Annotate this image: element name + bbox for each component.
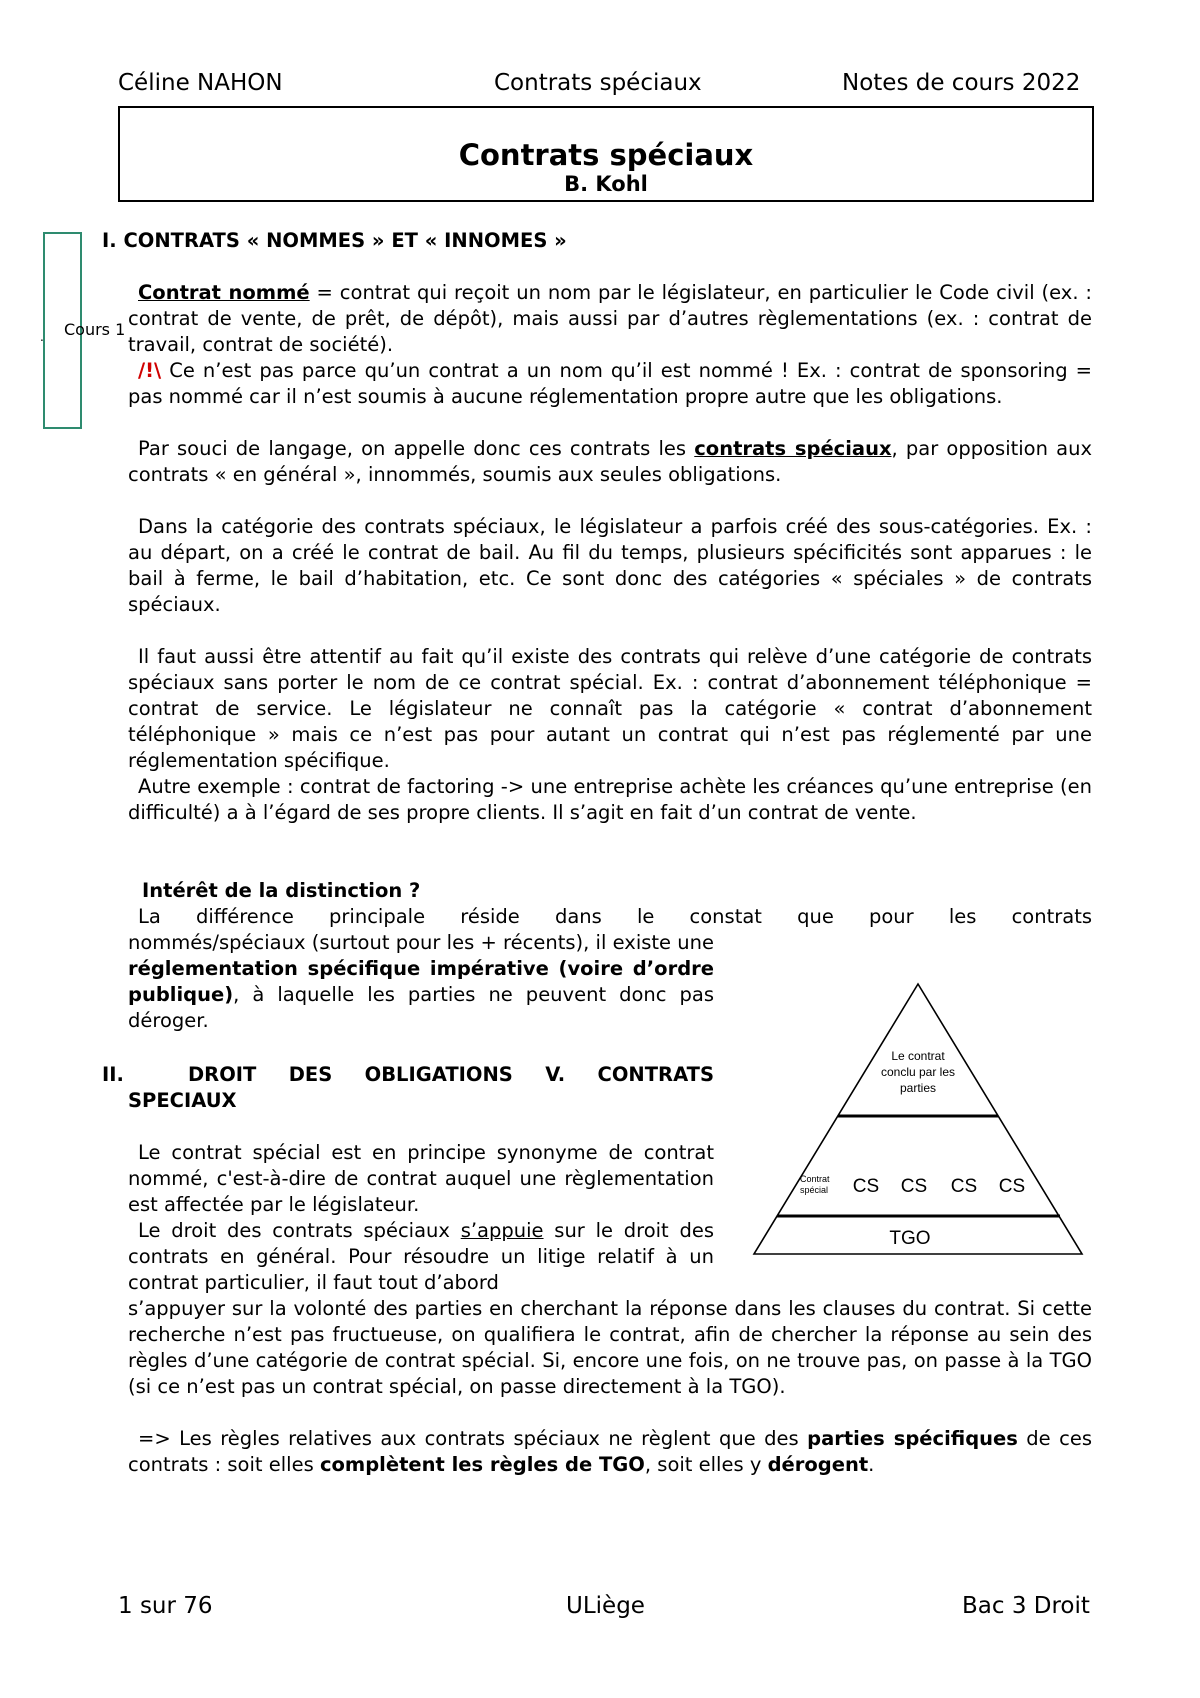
term-contrats-speciaux: contrats spéciaux (694, 437, 892, 460)
footer-university: ULiège (566, 1593, 645, 1619)
paragraph-warning (128, 358, 1092, 410)
paragraph-text: Dans la catégorie des contrats spéciaux, le législateur a parfois créé des sous-catégories. Ex. : au départ, on a créé le contrat de bail. Au fil du temps, plusieurs spécificités sont apparues : le bail à ferme, le bail d’habitation, etc. Ce sont donc des catégories « spéciales » de contrats spéciaux. (128, 515, 1092, 616)
section-2-number: II. (102, 1063, 124, 1086)
paragraph-contrat-nomme (128, 280, 1092, 358)
paragraph-text: Il faut aussi être attentif au fait qu’il existe des contrats qui relève d’une catégorie de contrats spéciaux sans porter le nom de ce contrat spécial. Ex. : contrat d’abonnement téléphonique = contrat de service. Le législateur ne connaît pas la catégorie « contrat d’abonnement téléphonique » mais ce n’est pas pour autant un contrat qui n’est pas réglementé par une réglementation spécifique. (128, 645, 1092, 772)
paragraph-text: nommés/spéciaux (surtout pour les + récents), il existe une (128, 931, 714, 954)
margin-comment-label: Cours 1 (64, 320, 126, 339)
paragraph-text: s’appuyer sur la volonté des parties en cherchant la réponse dans les clauses du contrat. Si cette recherche n’est pas fructueuse, on qualifiera le contrat, afin de chercher la réponse au sein des règles d’une catégorie de contrat spécial. Si, encore une fois, on ne trouve pas, on passe à la TGO (si ce n’est pas un contrat spécial, on passe directement à la TGO). (128, 1297, 1092, 1398)
margin-comment-anchor: . (40, 330, 44, 344)
paragraph-difference (128, 930, 714, 1034)
section-2-heading: DROIT DES OBLIGATIONS V. CONTRATS SPECIAUX (128, 1063, 714, 1112)
paragraph-droit-contrats (128, 1218, 714, 1296)
emphasis-reglementation: réglementation spécifique impérative (voire d’ordre publique) (128, 957, 714, 1006)
paragraph-text: Le droit des contrats spéciaux (138, 1219, 461, 1242)
underlined-term: s’appuie (460, 1219, 544, 1242)
document-title: Contrats spéciaux (458, 138, 754, 172)
paragraph-text: Ce n’est pas parce qu’un contrat a un nom qu’il est nommé ! Ex. : contrat de sponsoring = pas nommé car il n’est soumis à aucune réglementation propre autre que les obligations. (128, 359, 1092, 408)
term-contrat-nomme: Contrat nommé (138, 281, 310, 304)
title-box (118, 106, 1094, 202)
paragraph-text: Le contrat spécial est en principe synonyme de contrat nommé, c'est-à-dire de contrat auquel une règlementation est affectée par le législateur. (128, 1141, 714, 1216)
paragraph-sous-categories (128, 514, 1092, 618)
paragraph-text: , à laquelle les parties ne peuvent donc pas déroger. (128, 983, 714, 1032)
paragraph-text: La différence principale réside dans le constat que pour les contrats (138, 905, 1092, 928)
paragraph-volonte-parties (128, 1296, 1092, 1400)
paragraph-text: Par souci de langage, on appelle donc ces contrats les (138, 437, 695, 460)
paragraph-text: = contrat qui reçoit un nom par le législateur, en particulier le Code civil (ex. : contrat de vente, de prêt, de dépôt), mais aussi par d’autres règlementations (ex. : contrat de travail, contrat de société). (128, 281, 1092, 356)
paragraph-text: , soit elles y (644, 1453, 768, 1476)
pyramid-top-line2: conclu par les (880, 1065, 956, 1079)
paragraph-text: => Les règles relatives aux contrats spéciaux ne règlent que des (138, 1427, 808, 1450)
header-course: Contrats spéciaux (494, 70, 702, 96)
pyramid-outline (754, 984, 1082, 1254)
footer-level: Bac 3 Droit (962, 1593, 1090, 1619)
pyramid-side-line2: spécial (800, 1185, 829, 1195)
pyramid-top-line3: parties (899, 1081, 937, 1095)
pyramid-cs-label: CS (852, 1176, 880, 1197)
paragraph-text: , par opposition aux contrats « en général », innommés, soumis aux seules obligations. (128, 437, 1092, 486)
document-subtitle: B. Kohl (564, 172, 648, 196)
emphasis-parties-specifiques: parties spécifiques (807, 1427, 1018, 1450)
pyramid-base-label: TGO (889, 1228, 931, 1249)
paragraph-text: . (868, 1453, 875, 1476)
warning-icon: /!\ (138, 359, 162, 382)
pyramid-side-line1: Contrat (800, 1174, 830, 1184)
pyramid-cs-label: CS (950, 1176, 978, 1197)
footer-page-number: 1 sur 76 (118, 1593, 213, 1619)
paragraph-attentif (128, 644, 1092, 774)
paragraph-text: sur le droit des contrats en général. Pour résoudre un litige relatif à un contrat particulier, il faut tout d’abord (128, 1219, 714, 1294)
emphasis-derogent: dérogent (767, 1453, 869, 1476)
paragraph-factoring (128, 774, 1092, 826)
section-1-heading: I. CONTRATS « NOMMES » ET « INNOMES » (102, 229, 567, 252)
pyramid-diagram (752, 980, 1088, 1266)
paragraph-contrats-speciaux (128, 436, 1092, 488)
pyramid-cs-label: CS (900, 1176, 928, 1197)
paragraph-conclusion (128, 1426, 1092, 1478)
pyramid-top-line1: Le contrat (891, 1049, 945, 1063)
paragraph-text: Autre exemple : contrat de factoring -> une entreprise achète les créances qu’une entreprise (en difficulté) a à l’égard de ses propre clients. Il s’agit en fait d’un contrat de vente. (128, 775, 1092, 824)
emphasis-completent: complètent les règles de TGO (319, 1453, 645, 1476)
paragraph-difference-first-line (128, 904, 1092, 930)
header-notes: Notes de cours 2022 (842, 70, 1081, 96)
pyramid-cs-label: CS (998, 1176, 1026, 1197)
paragraph-text: de ces contrats : soit elles (128, 1427, 1092, 1476)
interest-heading: Intérêt de la distinction ? (142, 879, 421, 902)
header-author: Céline NAHON (118, 70, 283, 96)
paragraph-contrat-special (128, 1140, 714, 1218)
